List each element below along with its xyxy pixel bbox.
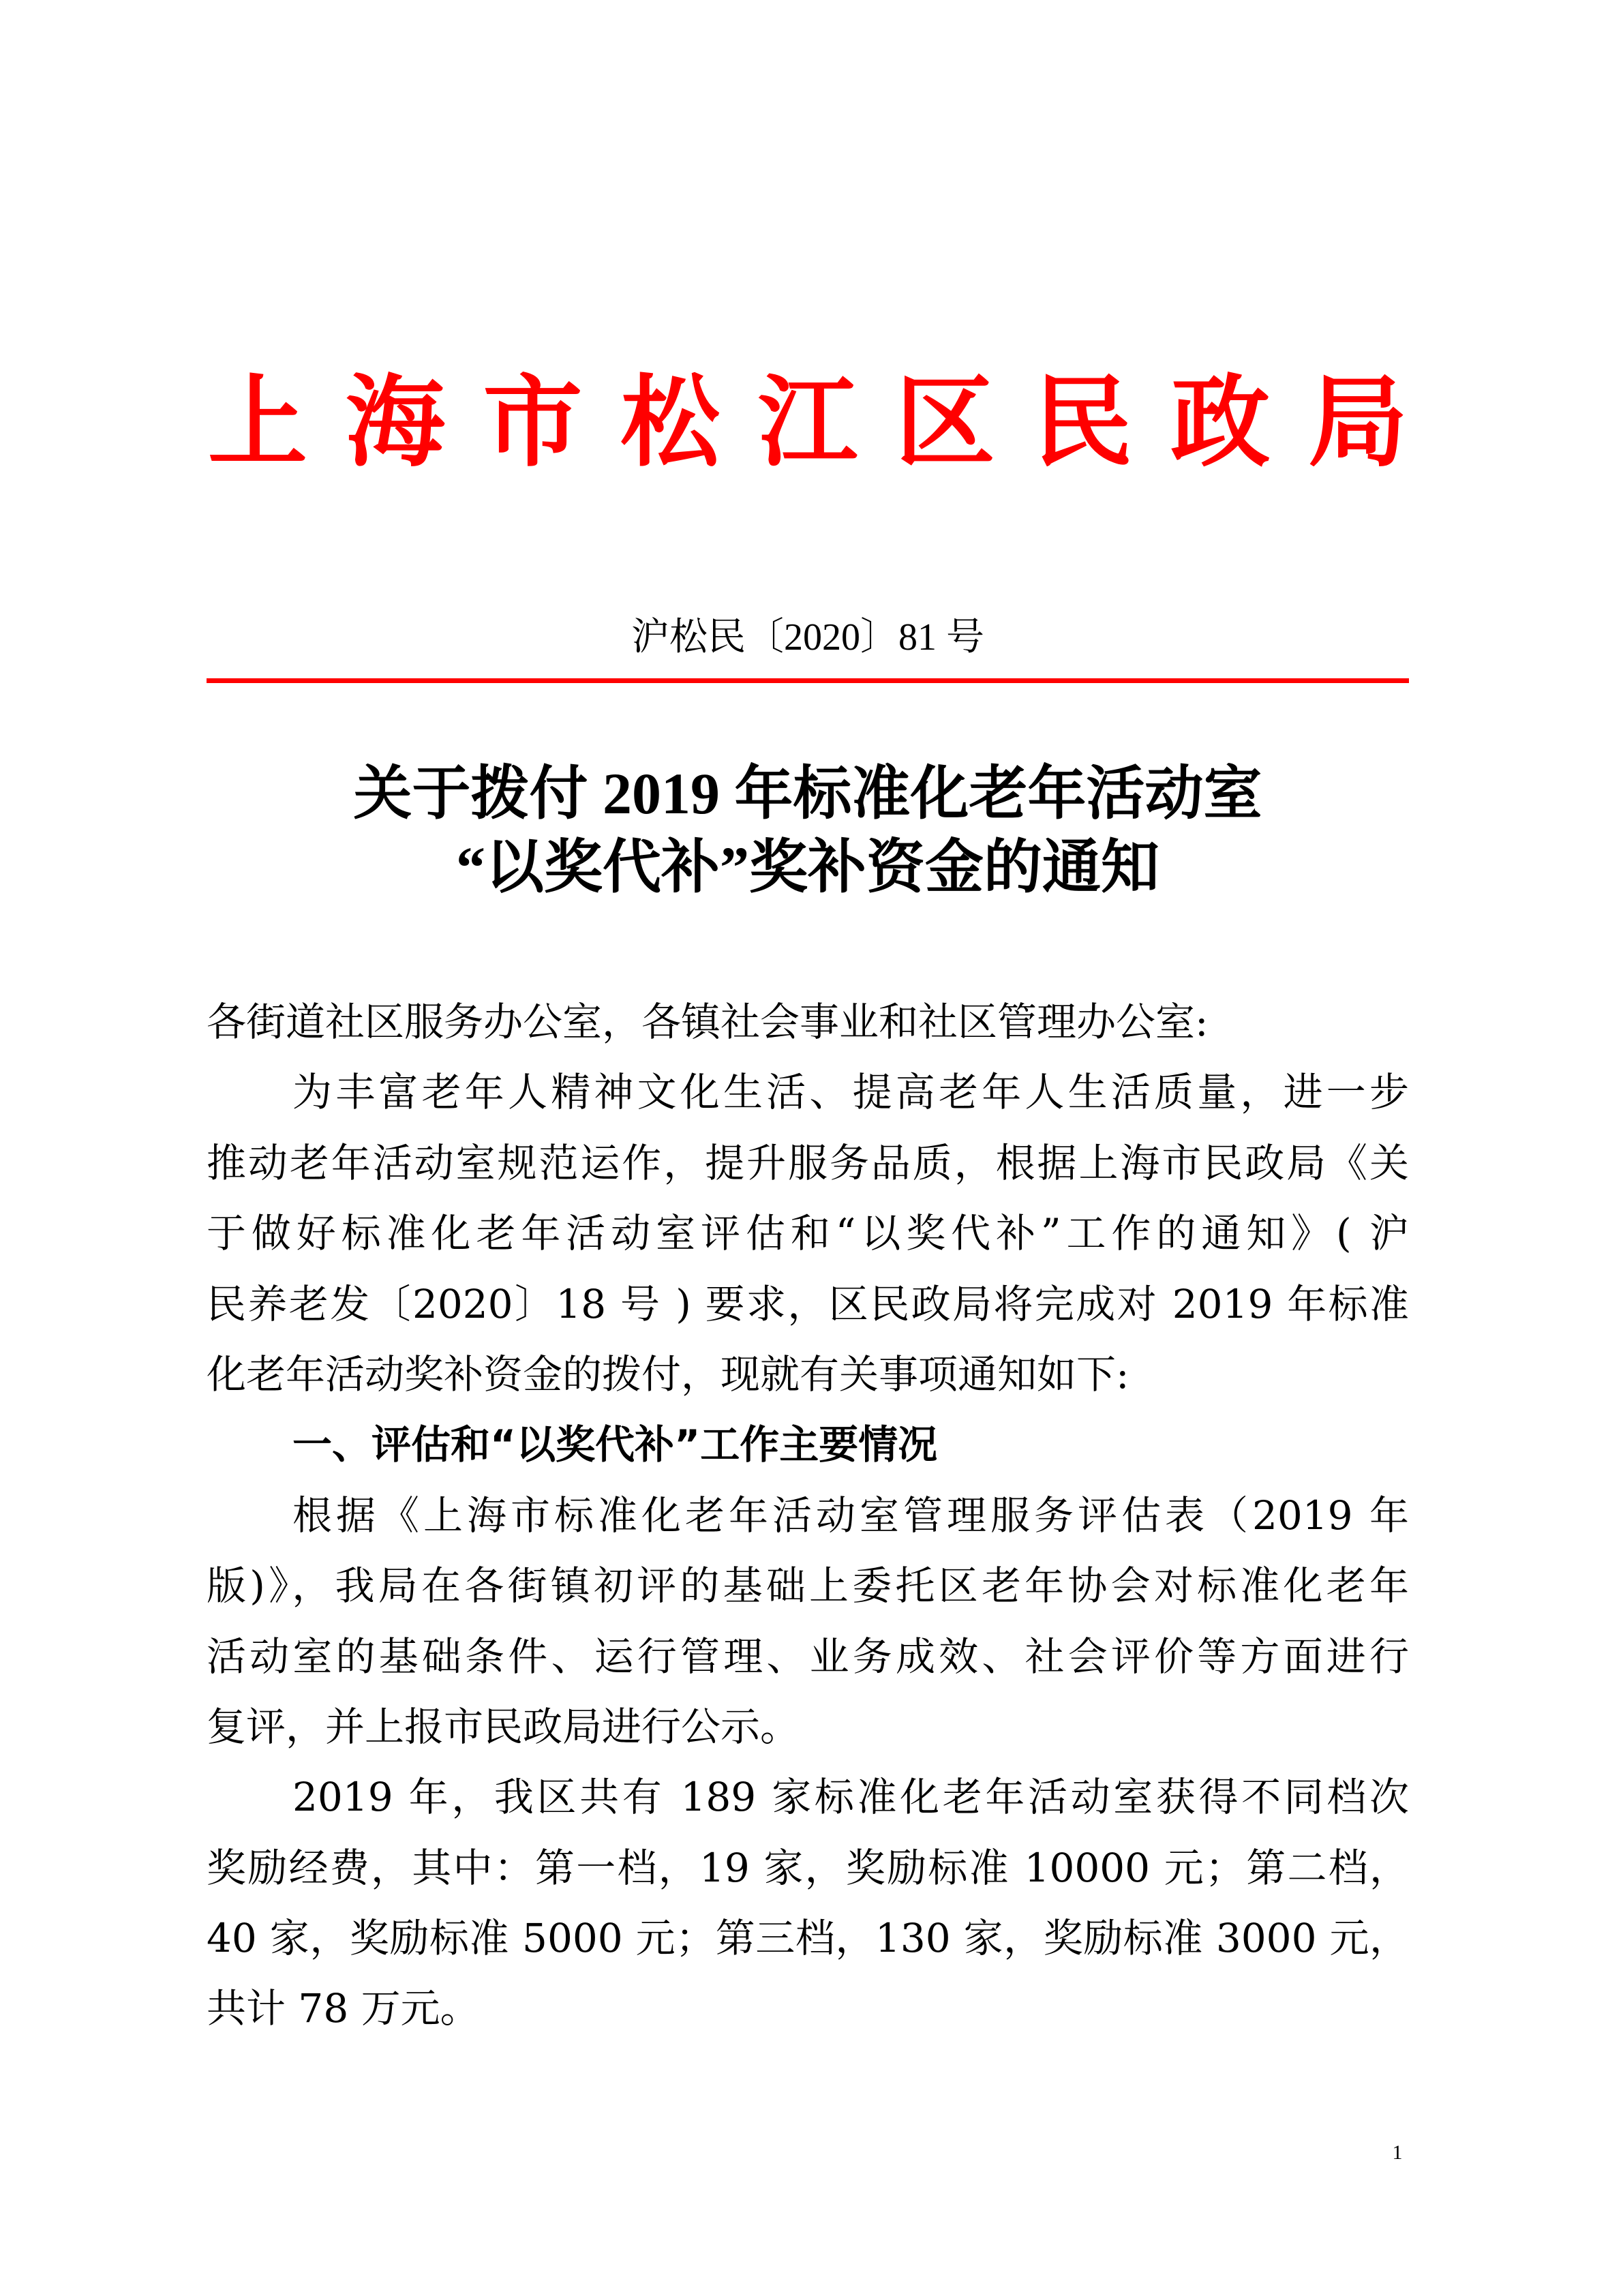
body-line: 推动老年活动室规范运作，提升服务品质，根据上海市民政局《关	[207, 1139, 1409, 1186]
org-char: 局	[1308, 364, 1408, 481]
org-char: 松	[620, 364, 721, 481]
org-char: 江	[758, 364, 858, 481]
org-char: 海	[345, 364, 445, 481]
org-char: 政	[1170, 364, 1271, 481]
body-line: 化老年活动奖补资金的拨付，现就有关事项通知如下:	[207, 1350, 1129, 1398]
section-heading: 一、评估和“以奖代补”工作主要情况	[292, 1421, 938, 1468]
title-line-2: “以奖代补”奖补资金的通知	[456, 834, 1159, 900]
body-line: 奖励经费，其中：第一档，19 家，奖励标准 10000 元；第二档，	[207, 1844, 1409, 1891]
body-line: 2019 年，我区共有 189 家标准化老年活动室获得不同档次	[292, 1774, 1409, 1821]
salutation: 各街道社区服务办公室，各镇社会事业和社区管理办公室:	[207, 999, 1209, 1045]
org-char: 市	[483, 364, 583, 481]
document-title	[207, 757, 1409, 904]
title-line-1: 关于拨付 2019 年标准化老年活动室	[353, 761, 1262, 826]
red-divider-rule	[207, 678, 1409, 683]
body-line: 复评，并上报市民政局进行公示。	[207, 1703, 800, 1750]
org-char: 区	[895, 364, 995, 481]
body-line: 活动室的基础条件、运行管理、业务成效、社会评价等方面进行	[207, 1633, 1409, 1680]
body-line: 为丰富老年人精神文化生活、提高老年人生活质量，进一步	[292, 1069, 1409, 1116]
body-line: 40 家，奖励标准 5000 元；第三档，130 家，奖励标准 3000 元，	[207, 1915, 1409, 1962]
body-line: 于做好标准化老年活动室评估和“以奖代补”工作的通知》( 沪	[207, 1210, 1409, 1257]
page-number: 1	[1392, 2141, 1403, 2164]
issuing-organization-header	[207, 365, 1409, 481]
org-char: 上	[208, 364, 307, 481]
body-line: 共计 78 万元。	[207, 1985, 480, 2032]
body-line: 民养老发〔2020〕18 号 ) 要求，区民政局将完成对 2019 年标准	[207, 1280, 1409, 1327]
document-number: 沪松民〔2020〕81 号	[631, 616, 984, 659]
body-line: 版)》，我局在各街镇初评的基础上委托区老年协会对标准化老年	[207, 1562, 1409, 1610]
body-line: 根据《上海市标准化老年活动室管理服务评估表（2019 年	[292, 1492, 1409, 1539]
document-body	[207, 987, 1409, 2044]
org-char: 民	[1033, 364, 1133, 481]
